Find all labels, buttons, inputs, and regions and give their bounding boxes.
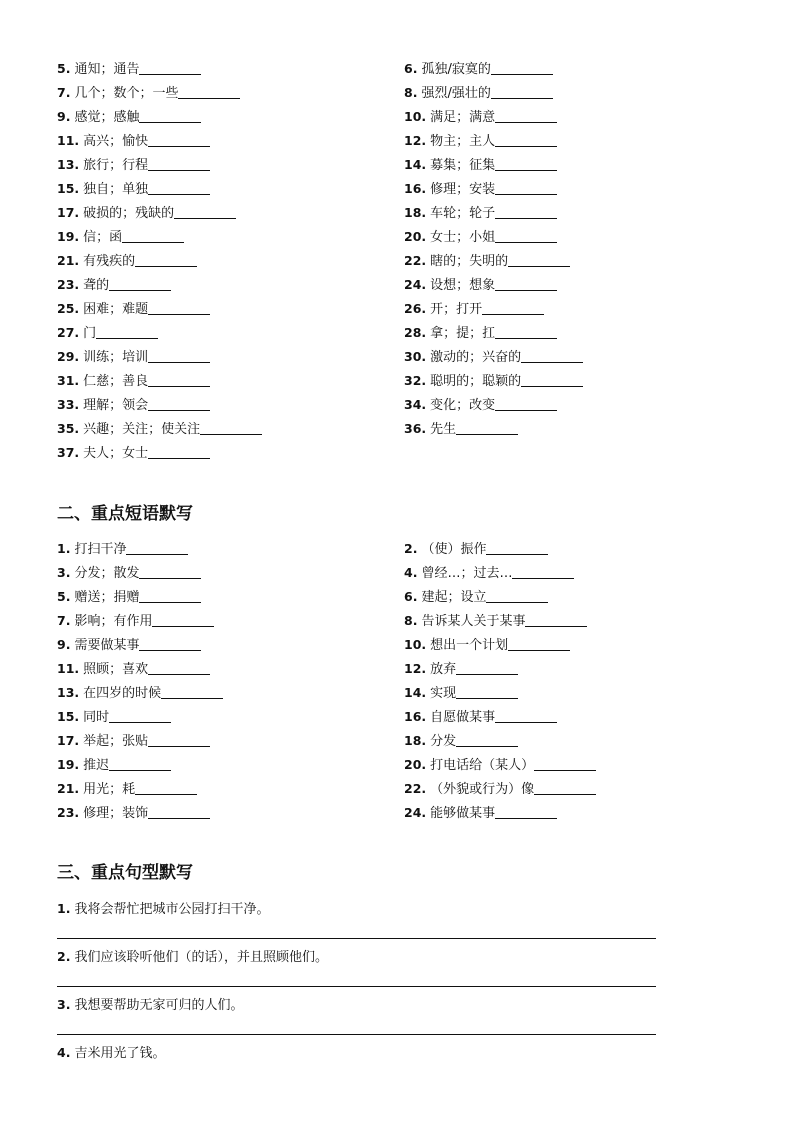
fill-in-item (57, 729, 404, 753)
answer-blank[interactable] (139, 60, 201, 75)
item-prompt: 独自；单独 (83, 182, 149, 197)
item-prompt: 开；打开 (430, 302, 483, 317)
answer-blank[interactable] (109, 276, 171, 291)
fill-in-item (57, 705, 404, 729)
item-number: 18. (404, 205, 427, 220)
item-number: 13. (57, 157, 80, 172)
item-prompt: 放弃 (430, 662, 457, 677)
sentence-item (57, 897, 657, 945)
item-prompt: 举起；张贴 (83, 734, 149, 749)
item-number: 19. (57, 229, 80, 244)
phrase-list (57, 537, 737, 825)
item-number: 4. (57, 1045, 71, 1060)
item-prompt: 感觉；感触 (74, 110, 140, 125)
item-prompt: 需要做某事 (74, 638, 140, 653)
item-number: 22. (404, 781, 427, 796)
item-prompt: （使）振作 (421, 542, 487, 557)
item-number: 31. (57, 373, 80, 388)
item-prompt: 曾经…；过去… (421, 566, 513, 581)
answer-blank[interactable] (135, 252, 197, 267)
fill-in-item (404, 129, 737, 153)
fill-in-item (57, 561, 404, 585)
item-prompt: 募集；征集 (430, 158, 496, 173)
answer-blank[interactable] (148, 732, 210, 747)
fill-in-item (404, 273, 737, 297)
item-number: 14. (404, 157, 427, 172)
item-prompt: （外貌或行为）像 (430, 782, 535, 797)
vocabulary-list (57, 57, 737, 465)
answer-blank[interactable] (152, 612, 214, 627)
answer-blank[interactable] (525, 612, 587, 627)
item-prompt: 分发 (430, 734, 457, 749)
item-number: 21. (57, 253, 80, 268)
answer-blank[interactable] (495, 324, 557, 339)
item-prompt: 理解；领会 (83, 398, 149, 413)
answer-blank[interactable] (495, 204, 557, 219)
item-prompt: 拿；提；扛 (430, 326, 496, 341)
item-prompt: 同时 (83, 710, 110, 725)
fill-in-item (57, 81, 404, 105)
fill-in-item (404, 153, 737, 177)
sentence-text: 吉米用光了钱。 (74, 1046, 166, 1061)
item-number: 3. (57, 997, 71, 1012)
item-number: 6. (404, 61, 418, 76)
item-prompt: 旅行；行程 (83, 158, 149, 173)
answer-blank[interactable] (456, 684, 518, 699)
answer-blank[interactable] (456, 732, 518, 747)
item-prompt: 通知；通告 (74, 62, 140, 77)
item-prompt: 推迟 (83, 758, 110, 773)
item-prompt: 有残疾的 (83, 254, 136, 269)
fill-in-item (57, 177, 404, 201)
item-prompt: 用光；耗 (83, 782, 136, 797)
item-prompt: 困难；难题 (83, 302, 149, 317)
item-number: 35. (57, 421, 80, 436)
answer-blank[interactable] (491, 84, 553, 99)
item-prompt: 实现 (430, 686, 457, 701)
item-prompt: 修理；安装 (430, 182, 496, 197)
item-number: 12. (404, 133, 427, 148)
item-number: 6. (404, 589, 418, 604)
fill-in-item (404, 57, 737, 81)
fill-in-item (57, 321, 404, 345)
fill-in-item (57, 105, 404, 129)
answer-blank[interactable] (96, 324, 158, 339)
answer-blank[interactable] (495, 108, 557, 123)
answer-blank[interactable] (148, 372, 210, 387)
item-number: 4. (404, 565, 418, 580)
item-number: 13. (57, 685, 80, 700)
answer-blank[interactable] (148, 396, 210, 411)
sentence-text: 我们应该聆听他们（的话），并且照顾他们。 (74, 950, 328, 965)
fill-in-item (57, 657, 404, 681)
item-prompt: 孤独/寂寞的 (421, 62, 491, 77)
item-number: 18. (404, 733, 427, 748)
item-prompt: 告诉某人关于某事 (421, 614, 526, 629)
item-number: 17. (57, 205, 80, 220)
item-number: 7. (57, 613, 71, 628)
sentence-prompt (57, 897, 657, 922)
fill-in-item (57, 753, 404, 777)
fill-in-item (57, 225, 404, 249)
item-number: 2. (404, 541, 418, 556)
fill-in-item (404, 609, 737, 633)
sentence-prompt (57, 993, 657, 1018)
fill-in-item (404, 81, 737, 105)
fill-in-item (57, 609, 404, 633)
item-prompt: 在四岁的时候 (83, 686, 162, 701)
item-number: 10. (404, 637, 427, 652)
section-heading-phrases: 二、重点短语默写 (57, 504, 193, 524)
answer-blank[interactable] (495, 396, 557, 411)
fill-in-item (57, 681, 404, 705)
answer-line[interactable] (57, 986, 656, 987)
sentence-item (57, 993, 657, 1041)
item-number: 2. (57, 949, 71, 964)
item-number: 33. (57, 397, 80, 412)
answer-blank[interactable] (200, 420, 262, 435)
item-number: 36. (404, 421, 427, 436)
answer-blank[interactable] (495, 132, 557, 147)
fill-in-item (404, 321, 737, 345)
item-number: 5. (57, 61, 71, 76)
item-number: 16. (404, 709, 427, 724)
item-number: 5. (57, 589, 71, 604)
item-number: 8. (404, 85, 418, 100)
answer-blank[interactable] (148, 132, 210, 147)
answer-blank[interactable] (139, 564, 201, 579)
item-prompt: 车轮；轮子 (430, 206, 496, 221)
fill-in-item (404, 249, 737, 273)
item-number: 9. (57, 637, 71, 652)
answer-blank[interactable] (148, 156, 210, 171)
item-prompt: 赠送；捐赠 (74, 590, 140, 605)
item-prompt: 打扫干净 (74, 542, 127, 557)
item-prompt: 修理；装饰 (83, 806, 149, 821)
answer-blank[interactable] (491, 60, 553, 75)
item-number: 30. (404, 349, 427, 364)
answer-blank[interactable] (109, 756, 171, 771)
fill-in-item (57, 801, 404, 825)
item-number: 14. (404, 685, 427, 700)
answer-blank[interactable] (495, 276, 557, 291)
fill-in-item (404, 417, 737, 441)
item-number: 8. (404, 613, 418, 628)
item-prompt: 强烈/强壮的 (421, 86, 491, 101)
item-prompt: 打电话给（某人） (430, 758, 535, 773)
fill-in-item (404, 681, 737, 705)
answer-blank[interactable] (495, 180, 557, 195)
answer-blank[interactable] (148, 444, 210, 459)
item-prompt: 仁慈；善良 (83, 374, 149, 389)
fill-in-item (404, 633, 737, 657)
item-number: 28. (404, 325, 427, 340)
item-prompt: 影响；有作用 (74, 614, 153, 629)
item-prompt: 女士；小姐 (430, 230, 496, 245)
item-prompt: 激动的；兴奋的 (430, 350, 522, 365)
item-number: 1. (57, 901, 71, 916)
item-prompt: 破损的；残缺的 (83, 206, 175, 221)
fill-in-item (404, 345, 737, 369)
answer-blank[interactable] (148, 348, 210, 363)
answer-blank[interactable] (135, 780, 197, 795)
fill-in-item (404, 705, 737, 729)
answer-blank[interactable] (139, 636, 201, 651)
item-number: 24. (404, 805, 427, 820)
answer-blank[interactable] (508, 636, 570, 651)
item-number: 11. (57, 133, 80, 148)
answer-blank[interactable] (495, 804, 557, 819)
answer-blank[interactable] (495, 156, 557, 171)
item-number: 24. (404, 277, 427, 292)
item-number: 15. (57, 181, 80, 196)
answer-blank[interactable] (122, 228, 184, 243)
answer-blank[interactable] (174, 204, 236, 219)
item-prompt: 建起；设立 (421, 590, 487, 605)
item-prompt: 物主；主人 (430, 134, 496, 149)
fill-in-item (404, 537, 737, 561)
fill-in-item (404, 393, 737, 417)
fill-in-item (404, 177, 737, 201)
answer-blank[interactable] (521, 372, 583, 387)
sentence-item (57, 945, 657, 993)
answer-line[interactable] (57, 1034, 656, 1035)
item-number: 11. (57, 661, 80, 676)
answer-blank[interactable] (178, 84, 240, 99)
item-number: 29. (57, 349, 80, 364)
item-number: 7. (57, 85, 71, 100)
fill-in-item (57, 153, 404, 177)
fill-in-item (57, 417, 404, 441)
fill-in-item (57, 369, 404, 393)
sentence-text: 我想要帮助无家可归的人们。 (74, 998, 244, 1013)
item-prompt: 自愿做某事 (430, 710, 496, 725)
item-number: 17. (57, 733, 80, 748)
fill-in-item (404, 585, 737, 609)
item-prompt: 信；函 (83, 230, 123, 245)
item-number: 21. (57, 781, 80, 796)
item-prompt: 想出一个计划 (430, 638, 509, 653)
answer-blank[interactable] (139, 108, 201, 123)
item-number: 23. (57, 805, 80, 820)
sentence-prompt (57, 1041, 657, 1066)
item-number: 10. (404, 109, 427, 124)
fill-in-item (57, 441, 404, 465)
fill-in-item (57, 201, 404, 225)
item-number: 25. (57, 301, 80, 316)
fill-in-item (404, 801, 737, 825)
item-number: 20. (404, 757, 427, 772)
item-prompt: 照顾；喜欢 (83, 662, 149, 677)
answer-blank[interactable] (148, 180, 210, 195)
answer-blank[interactable] (161, 684, 223, 699)
answer-blank[interactable] (482, 300, 544, 315)
item-prompt: 高兴；愉快 (83, 134, 149, 149)
item-number: 27. (57, 325, 80, 340)
answer-blank[interactable] (521, 348, 583, 363)
item-prompt: 设想；想象 (430, 278, 496, 293)
fill-in-item (404, 657, 737, 681)
fill-in-item (404, 777, 737, 801)
fill-in-item (57, 777, 404, 801)
answer-blank[interactable] (508, 252, 570, 267)
item-prompt: 先生 (430, 422, 457, 437)
item-prompt: 兴趣；关注；使关注 (83, 422, 201, 437)
item-number: 15. (57, 709, 80, 724)
answer-blank[interactable] (534, 756, 596, 771)
answer-blank[interactable] (126, 540, 188, 555)
fill-in-item (404, 225, 737, 249)
item-number: 1. (57, 541, 71, 556)
answer-blank[interactable] (456, 420, 518, 435)
fill-in-item (57, 585, 404, 609)
sentence-item (57, 1041, 657, 1089)
answer-blank[interactable] (109, 708, 171, 723)
item-prompt: 聋的 (83, 278, 110, 293)
fill-in-item (404, 753, 737, 777)
item-prompt: 夫人；女士 (83, 446, 149, 461)
fill-in-item (57, 273, 404, 297)
item-number: 16. (404, 181, 427, 196)
fill-in-item (57, 345, 404, 369)
item-prompt: 门 (83, 326, 97, 341)
sentence-list (57, 897, 657, 1089)
answer-blank[interactable] (486, 540, 548, 555)
item-number: 34. (404, 397, 427, 412)
item-number: 37. (57, 445, 80, 460)
item-number: 32. (404, 373, 427, 388)
item-prompt: 瞎的；失明的 (430, 254, 509, 269)
answer-blank[interactable] (148, 804, 210, 819)
item-prompt: 变化；改变 (430, 398, 496, 413)
answer-blank[interactable] (148, 660, 210, 675)
fill-in-item (404, 297, 737, 321)
answer-blank[interactable] (148, 300, 210, 315)
fill-in-item (57, 537, 404, 561)
item-prompt: 几个；数个；一些 (74, 86, 179, 101)
item-number: 22. (404, 253, 427, 268)
item-prompt: 满足；满意 (430, 110, 496, 125)
fill-in-item (57, 129, 404, 153)
fill-in-item (404, 369, 737, 393)
item-prompt: 训练；培训 (83, 350, 149, 365)
item-number: 23. (57, 277, 80, 292)
fill-in-item (57, 297, 404, 321)
answer-blank[interactable] (534, 780, 596, 795)
answer-blank[interactable] (486, 588, 548, 603)
item-prompt: 分发；散发 (74, 566, 140, 581)
fill-in-item (57, 57, 404, 81)
fill-in-item (57, 249, 404, 273)
item-prompt: 聪明的；聪颖的 (430, 374, 522, 389)
item-number: 9. (57, 109, 71, 124)
item-number: 20. (404, 229, 427, 244)
answer-line[interactable] (57, 938, 656, 939)
answer-blank[interactable] (495, 228, 557, 243)
answer-blank[interactable] (456, 660, 518, 675)
answer-blank[interactable] (512, 564, 574, 579)
fill-in-item (57, 393, 404, 417)
section-heading-sentences: 三、重点句型默写 (57, 863, 193, 883)
fill-in-item (404, 201, 737, 225)
sentence-text: 我将会帮忙把城市公园打扫干净。 (74, 902, 270, 917)
item-number: 26. (404, 301, 427, 316)
fill-in-item (404, 105, 737, 129)
sentence-prompt (57, 945, 657, 970)
fill-in-item (57, 633, 404, 657)
item-prompt: 能够做某事 (430, 806, 496, 821)
answer-blank[interactable] (139, 588, 201, 603)
item-number: 12. (404, 661, 427, 676)
item-number: 3. (57, 565, 71, 580)
fill-in-item (404, 729, 737, 753)
item-number: 19. (57, 757, 80, 772)
fill-in-item (404, 561, 737, 585)
answer-blank[interactable] (495, 708, 557, 723)
